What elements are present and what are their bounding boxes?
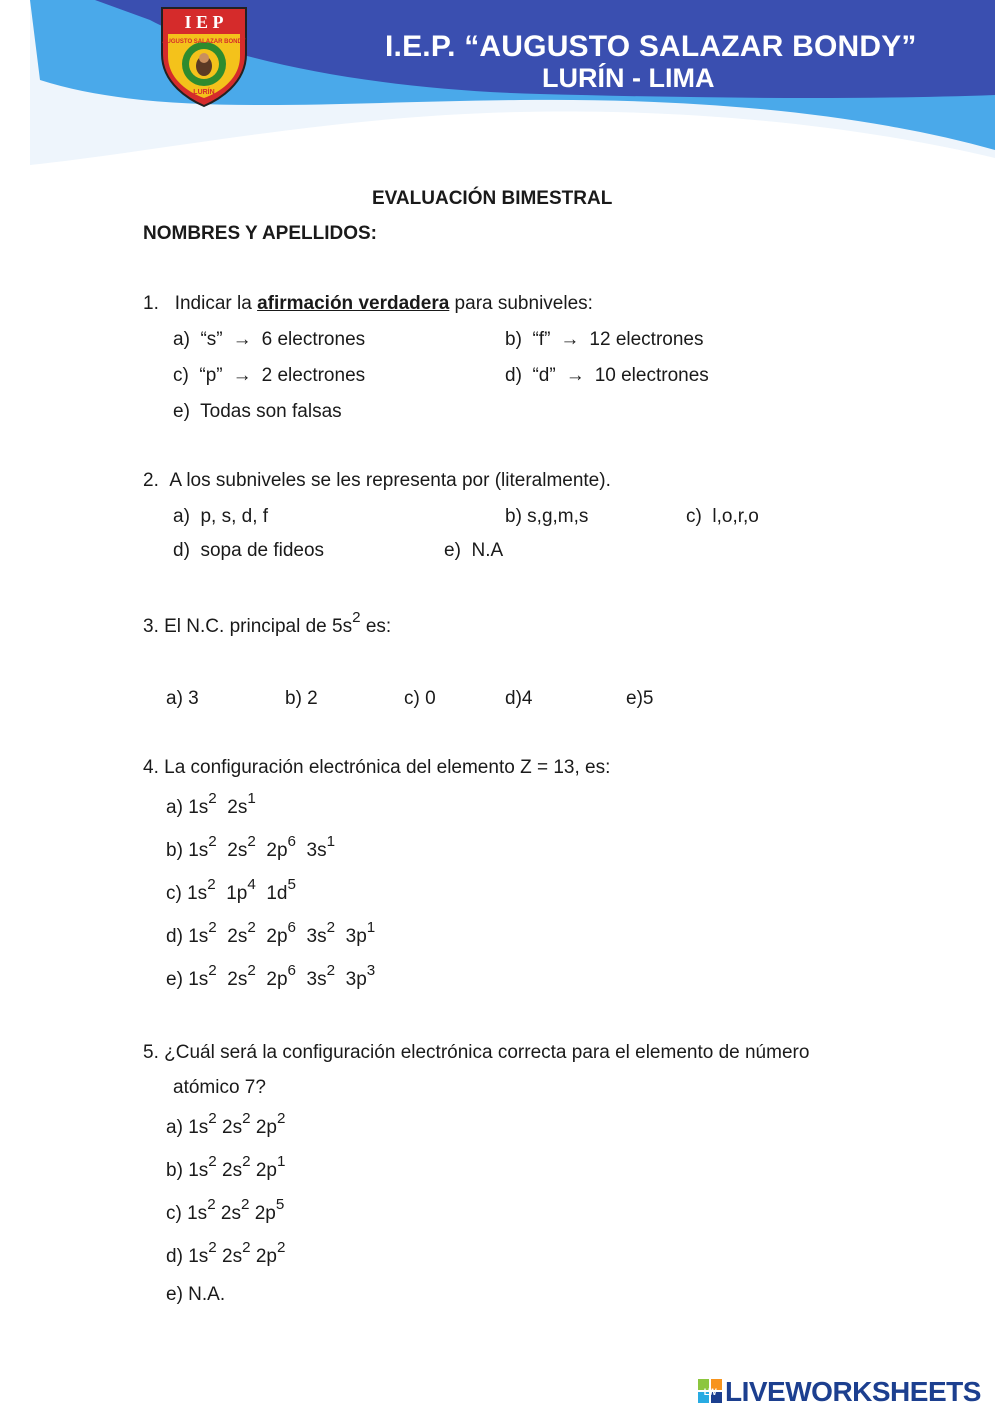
electron-count: 4 — [247, 876, 256, 894]
q3-option-d[interactable]: d)4 — [505, 688, 533, 709]
school-name: I.E.P. “AUGUSTO SALAZAR BONDY” — [385, 30, 917, 63]
electron-count: 1 — [247, 790, 256, 808]
electron-count: 2 — [276, 1239, 286, 1257]
option-value: sopa de fideos — [200, 540, 325, 561]
orbital-term: 1s — [187, 1203, 208, 1224]
orbital-term: 3p — [345, 969, 367, 990]
logo-motto: AUGUSTO SALAZAR BONDY — [162, 39, 246, 45]
electron-count: 3 — [366, 962, 376, 980]
q1-option-e[interactable] — [173, 401, 342, 423]
orbital-term: 2p — [255, 1160, 277, 1181]
question-text: A los subniveles se les representa por (literalmente). — [169, 470, 611, 491]
q4-option-e[interactable] — [166, 962, 376, 991]
option-label: a) — [173, 329, 190, 350]
q5-option-a[interactable] — [166, 1110, 286, 1139]
orbital-term: 2p — [255, 1117, 277, 1138]
logo-city: LURÍN — [193, 89, 215, 96]
electron-count: 2 — [242, 1110, 251, 1128]
electron-count: 2 — [247, 833, 256, 851]
q2-option-d[interactable] — [173, 540, 324, 562]
option-value: Todas son falsas — [200, 401, 342, 422]
option-value: 12 electrones — [589, 329, 704, 350]
option-label: c) — [166, 1203, 188, 1224]
option-value: 2 electrones — [261, 365, 366, 386]
orbital-term: 3s — [306, 969, 327, 990]
orbital-term: 2s — [222, 1160, 243, 1181]
option-label: d) — [166, 926, 189, 947]
option-subshell: “d” — [532, 365, 556, 386]
question-text: 3. El N.C. principal de 5s — [143, 616, 353, 637]
orbital-term: 2p — [254, 1203, 276, 1224]
orbital-term: 2s — [227, 969, 248, 990]
orbital-term: 2p — [266, 969, 288, 990]
arrow-icon: → — [232, 365, 252, 386]
question-emphasis: afirmación verdadera — [257, 293, 450, 314]
electron-count: 2 — [241, 1196, 250, 1214]
option-value: 6 electrones — [261, 329, 366, 350]
orbital-term: 1s — [188, 969, 209, 990]
electron-count: 2 — [326, 919, 336, 937]
q5-option-e[interactable]: e) N.A. — [166, 1284, 226, 1305]
electron-count: 6 — [287, 919, 296, 937]
brand-text: LIVEWORKSHEETS — [725, 1376, 981, 1407]
orbital-term: 1d — [266, 883, 288, 904]
orbital-term: 2p — [266, 840, 288, 861]
liveworksheets-icon — [697, 1378, 723, 1404]
q2-option-c[interactable] — [686, 506, 759, 528]
electron-count: 6 — [287, 962, 296, 980]
q5-option-b[interactable] — [166, 1153, 286, 1182]
q2-option-b[interactable]: b) s,g,m,s — [505, 506, 589, 527]
orbital-term: 1s — [188, 1160, 209, 1181]
orbital-term: 2p — [266, 926, 288, 947]
arrow-icon: → — [565, 365, 585, 386]
orbital-term: 3p — [345, 926, 367, 947]
orbital-term: 2s — [227, 926, 248, 947]
electron-count: 2 — [207, 1196, 216, 1214]
question-text: es: — [360, 616, 392, 637]
q3-option-e[interactable]: e)5 — [626, 688, 654, 709]
electron-count: 5 — [275, 1196, 285, 1214]
arrow-icon: → — [560, 329, 580, 350]
electron-count: 2 — [242, 1239, 251, 1257]
option-label: b) — [166, 1160, 189, 1181]
orbital-term: 1s — [187, 883, 208, 904]
q1-option-c[interactable] — [173, 365, 365, 387]
orbital-term: 1s — [188, 926, 209, 947]
orbital-term: 1s — [188, 797, 209, 818]
logo-letters: I E P — [184, 12, 224, 32]
option-label: b) — [505, 329, 522, 350]
electron-count: 2 — [208, 833, 217, 851]
option-label: e) — [173, 401, 190, 422]
electron-count: 2 — [208, 919, 217, 937]
option-label: d) — [173, 540, 190, 561]
option-subshell: “s” — [200, 329, 223, 350]
electron-count: 2 — [247, 962, 256, 980]
question-2 — [143, 470, 611, 492]
option-label: a) — [166, 797, 189, 818]
question-number: 2. — [143, 470, 159, 491]
orbital-term: 1s — [188, 1246, 209, 1267]
option-label: a) — [166, 1117, 189, 1138]
q3-option-a[interactable]: a) 3 — [166, 688, 199, 709]
q2-option-e[interactable] — [444, 540, 503, 562]
option-value: p, s, d, f — [200, 506, 269, 527]
option-label: c) — [166, 883, 188, 904]
liveworksheets-brand[interactable] — [697, 1376, 981, 1408]
electron-count: 1 — [276, 1153, 286, 1171]
electron-count: 2 — [208, 1153, 217, 1171]
q3-option-b[interactable]: b) 2 — [285, 688, 318, 709]
electron-count: 2 — [242, 1153, 251, 1171]
question-text: Indicar la — [174, 293, 258, 314]
orbital-term: 1p — [226, 883, 248, 904]
orbital-term: 2s — [227, 840, 248, 861]
electron-count: 1 — [366, 919, 376, 937]
exam-title: EVALUACIÓN BIMESTRAL — [372, 188, 613, 209]
electron-count: 2 — [276, 1110, 286, 1128]
electron-count: 2 — [207, 876, 216, 894]
orbital-term: 1s — [188, 1117, 209, 1138]
option-label: e) — [166, 969, 189, 990]
q4-option-d[interactable] — [166, 919, 376, 948]
option-label: c) — [686, 506, 702, 527]
question-1 — [143, 293, 593, 315]
option-value: 10 electrones — [594, 365, 709, 386]
option-label: c) — [173, 365, 189, 386]
svg-text:LW: LW — [703, 1387, 717, 1397]
header-banner — [0, 0, 1000, 170]
orbital-term: 2s — [222, 1246, 243, 1267]
q1-option-b[interactable] — [505, 329, 703, 351]
q5-option-c[interactable] — [166, 1196, 285, 1225]
electron-count: 2 — [208, 790, 217, 808]
school-logo — [158, 4, 250, 108]
arrow-icon: → — [232, 329, 252, 350]
electron-count: 5 — [287, 876, 296, 894]
superscript: 2 — [352, 609, 361, 627]
question-5: 5. ¿Cuál será la configuración electrónica correcta para el elemento de número — [143, 1042, 810, 1063]
q4-option-a[interactable] — [166, 790, 256, 819]
option-label: e) — [444, 540, 461, 561]
question-4: 4. La configuración electrónica del elemento Z = 13, es: — [143, 757, 611, 778]
question-3 — [143, 609, 392, 638]
option-label: a) — [173, 506, 190, 527]
q5-option-d[interactable] — [166, 1239, 286, 1268]
option-value: l,o,r,o — [712, 506, 759, 527]
orbital-term: 2s — [222, 1117, 243, 1138]
electron-count: 1 — [326, 833, 336, 851]
electron-count: 6 — [287, 833, 296, 851]
orbital-term: 3s — [306, 926, 327, 947]
q3-option-c[interactable]: c) 0 — [404, 688, 436, 709]
electron-count: 2 — [326, 962, 336, 980]
option-value: N.A — [471, 540, 504, 561]
orbital-term: 1s — [188, 840, 209, 861]
name-label: NOMBRES Y APELLIDOS: — [143, 223, 378, 244]
option-label: b) — [166, 840, 189, 861]
electron-count: 2 — [208, 1110, 217, 1128]
q2-option-a[interactable] — [173, 506, 268, 528]
q1-option-a[interactable] — [173, 329, 365, 351]
question-text: para subniveles: — [449, 293, 593, 314]
option-label: d) — [166, 1246, 189, 1267]
option-subshell: “f” — [532, 329, 551, 350]
q4-option-c[interactable] — [166, 876, 296, 905]
school-location: LURÍN - LIMA — [542, 63, 715, 93]
orbital-term: 3s — [306, 840, 327, 861]
orbital-term: 2s — [220, 1203, 241, 1224]
orbital-term: 2p — [255, 1246, 277, 1267]
orbital-term: 2s — [227, 797, 248, 818]
q1-option-d[interactable] — [505, 365, 709, 387]
option-label: d) — [505, 365, 522, 386]
question-5-continued: atómico 7? — [173, 1077, 266, 1098]
electron-count: 2 — [247, 919, 256, 937]
option-subshell: “p” — [199, 365, 223, 386]
q4-option-b[interactable] — [166, 833, 336, 862]
electron-count: 2 — [208, 962, 217, 980]
question-number: 1. — [143, 293, 159, 314]
electron-count: 2 — [208, 1239, 217, 1257]
